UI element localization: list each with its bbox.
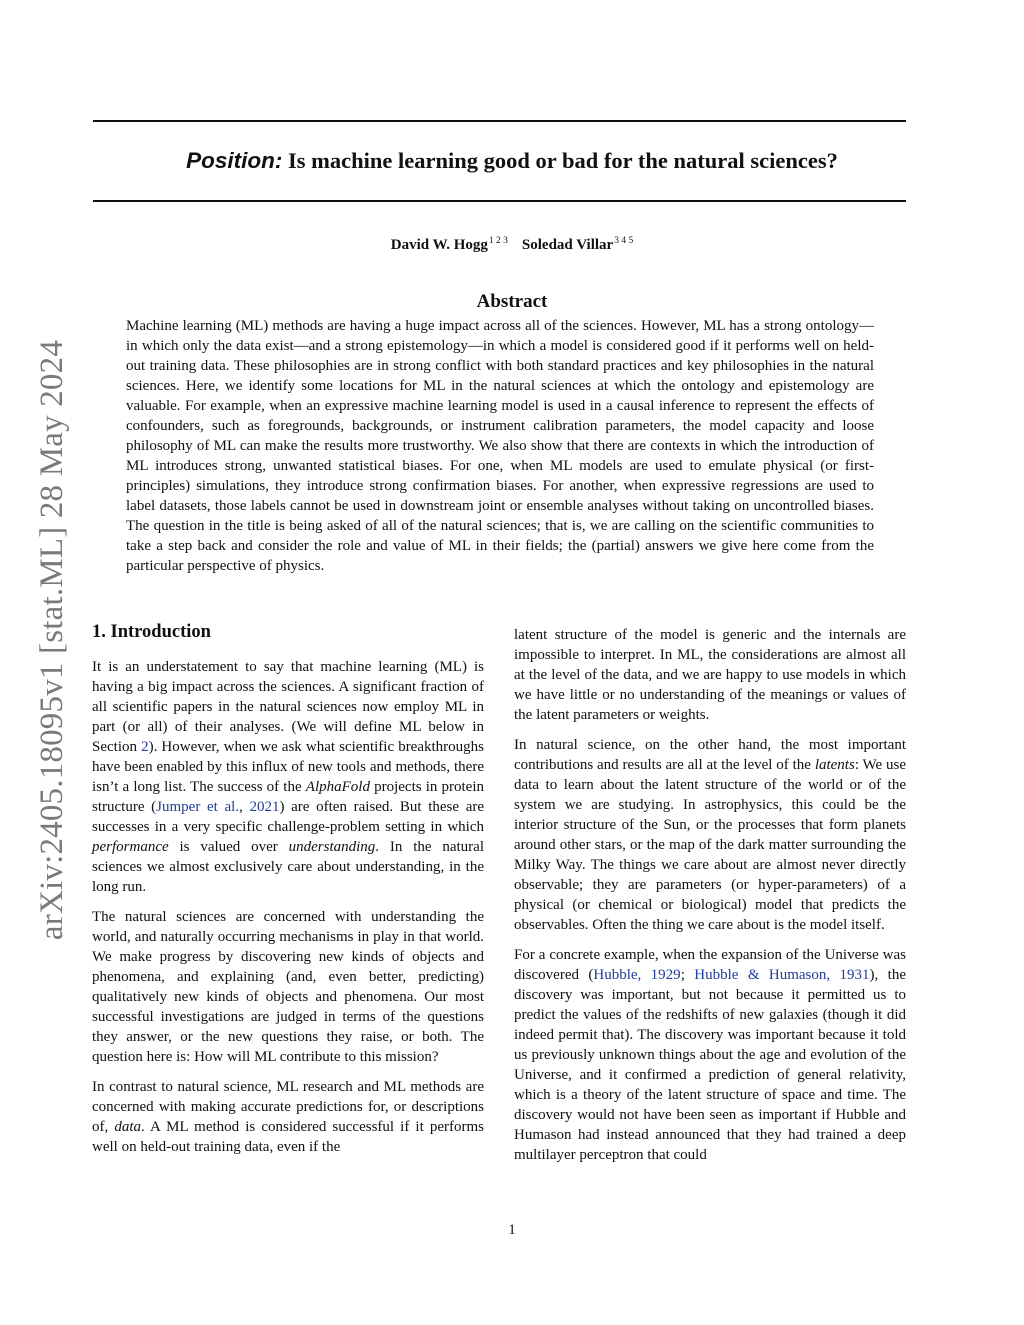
author-name: Soledad Villar [521, 237, 614, 253]
paper-title [0, 146, 1024, 176]
bottom-rule [93, 200, 906, 202]
paragraph: In contrast to natural science, ML research and ML methods are concerned with making accurate predictions for, or descriptions of, data. A ML method is considered successful if it performs well on held-out training data, even if the [92, 1079, 484, 1155]
arxiv-identifier-stamp: arXiv:2405.18095v1 [stat.ML] 28 May 2024 [34, 339, 70, 941]
page-number: 1 [508, 1222, 516, 1238]
citation-link[interactable]: Hubble & Humason, 1931 [694, 967, 870, 983]
paragraph: The natural sciences are concerned with understanding the world, and naturally occurring mechanisms in play in that world. We make progress by discovering new kinds of objects and phenomena, and explaining (and, even better, predicting) qualitatively new kinds of objects and phenomena. Our most successful investigations are judged in terms of the questions they answer, or the new questions they raise, or both. The question here is: How will ML contribute to this mission? [92, 909, 484, 1065]
paragraph: For a concrete example, when the expansion of the Universe was discovered (Hubble, 1929; Hubble & Humason, 1931), the discovery was important, but not because it permitted us to predict the values of the redshifts of new galaxies (though it did indeed permit that). The discovery was important because it told us previously unknown things about the age and evolution of the Universe, and it confirmed a prediction of general relativity, which is a theory of the latent structure of space and time. The discovery would not have been seen as important if Hubble and Humason had instead announced that they had trained a deep multilayer perceptron that could [514, 947, 906, 1163]
author-affiliations: 1 2 3 [488, 236, 508, 246]
paragraph: It is an understatement to say that machine learning (ML) is having a big impact across the sciences. A significant fraction of all scientific papers in the natural sciences now employ ML in part (or all) of their analyses. (We will define ML below in Section 2). However, when we ask what scientific breakthroughs have been enabled by this influx of new tools and methods, there isn’t a long list. The success of the AlphaFold projects in protein structure (Jumper et al., 2021) are often raised. But these are successes in a very specific challenge-problem setting in which performance is valued over understanding. In the natural sciences we almost exclusively care about understanding, in the long run. [92, 659, 485, 895]
citation-link[interactable]: Hubble, 1929 [593, 967, 681, 983]
abstract-heading: Abstract [476, 291, 548, 312]
top-rule [93, 120, 906, 122]
title-prefix: Position: [186, 148, 283, 173]
right-column [514, 625, 906, 1175]
citation-link[interactable]: Jumper et al. [156, 799, 240, 815]
paragraph: latent structure of the model is generic and the internals are impossible to interpret. In ML, the considerations are almost all at the level of the data, and we are happy to use models in which we have little or no understanding of the meanings or values of the latent parameters or weights. [514, 627, 906, 723]
left-column [92, 657, 484, 1167]
citation-link[interactable]: 2021 [249, 799, 280, 815]
abstract-text: Machine learning (ML) methods are having a huge impact across all of the sciences. However, ML has a strong ontology—in which only the data exist—and a strong epistemology—in which a model is considered good if it performs well on held-out training data. These philosophies are in strong conflict with both standard practices and key philosophies in the natural sciences. Here, we identify some locations for ML in the natural sciences at which the ontology and epistemology are valuable. For example, when an expressive machine learning model is used in a causal inference to represent the effects of confounders, such as foregrounds, backgrounds, or instrument calibration parameters, the model capacity and loose philosophy of ML can make the results more trustworthy. We also show that there are contexts in which the introduction of ML introduces strong, unwanted statistical biases. For one, when ML models are used to emulate physical (or first-principles) simulations, they introduce strong confirmation biases. For another, when expressive regressions are used to label datasets, those labels cannot be used in downstream joint or ensemble analyses without taking on uncontrolled biases. The question in the title is being asked of all of the natural sciences; that is, we are calling on the scientific communities to take a step back and consider the role and value of ML in their fields; the (partial) answers we give here come from the particular perspective of physics. [126, 318, 874, 574]
paragraph: In natural science, on the other hand, the most important contributions and results are all at the level of the latents: We use data to learn about the latent structure of the world or of the system we are studying. In astrophysics, this could be the interior structure of the Sun, or the processes that form planets around other stars, or the map of the dark matter surrounding the Milky Way. The things we care about are almost never directly observable; they are parameters (or hyper-parameters) of a physical (or chemical or biological) model that predicts the observables. Often the thing we care about is the model itself. [514, 737, 906, 933]
author-name: David W. Hogg [390, 237, 488, 253]
title-text: Is machine learning good or bad for the natural sciences? [288, 148, 838, 173]
author-affiliations: 3 4 5 [614, 236, 634, 246]
author-list [0, 236, 1024, 254]
section-heading: 1. Introduction [92, 622, 211, 642]
section-reference-link[interactable]: 2 [141, 739, 149, 755]
